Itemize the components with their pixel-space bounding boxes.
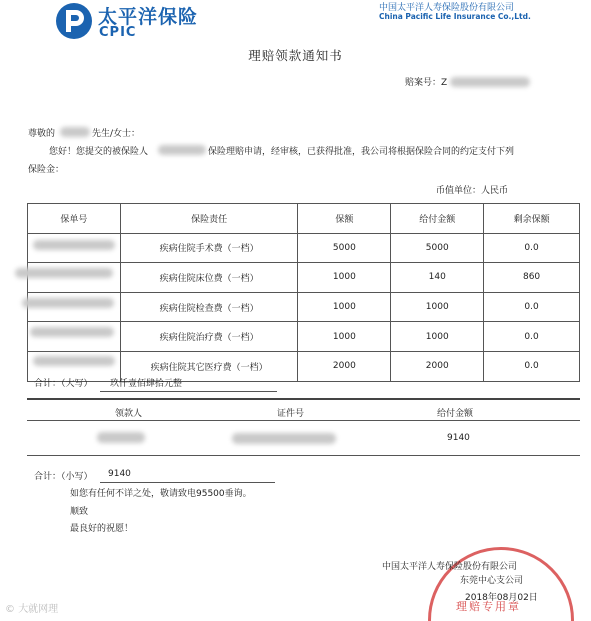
redacted-payee-name: [97, 432, 145, 443]
underline: [100, 482, 275, 483]
duty-cell: 疾病住院床位费（一档）: [120, 263, 298, 293]
remain-cell: 0.0: [484, 351, 580, 381]
header-pay-amount: 给付金额: [437, 409, 474, 419]
claim-table: [27, 203, 580, 382]
redacted-name: [60, 127, 90, 137]
redacted-policy-no: [33, 356, 115, 366]
wishes-text: 最良好的祝愿！: [70, 524, 134, 534]
redacted-policy-no: [30, 327, 114, 337]
currency-unit: 币值单位：人民币: [436, 186, 509, 196]
header-sum-insured: 保额: [298, 204, 391, 234]
remain-cell: 0.0: [484, 292, 580, 322]
issuer-company: 中国太平洋人寿保险股份有限公司: [382, 562, 518, 572]
amount-cell: 2000: [298, 351, 391, 381]
redacted-policy-no: [22, 298, 114, 308]
brand-name-cn: 太平洋保险: [98, 6, 199, 28]
body-text-b: 保险理赔申请，经审核，已获得批准，我公司将根据保险合同的约定支付下列: [208, 147, 515, 157]
remain-cell: 0.0: [484, 233, 580, 263]
paid-cell: 1000: [391, 322, 484, 352]
document-title: 理赔领款通知书: [248, 48, 343, 63]
section-divider: [27, 455, 580, 456]
paid-cell: 2000: [391, 351, 484, 381]
header-paid: 给付金额: [391, 204, 484, 234]
paid-cell: 1000: [391, 292, 484, 322]
issue-date: 2018年08月02日: [465, 593, 538, 603]
header-id-no: 证件号: [277, 409, 305, 419]
header-remaining: 剩余保额: [484, 204, 580, 234]
watermark-icon: ©: [5, 604, 15, 615]
stamp-text: 理赔专用章: [456, 600, 521, 613]
remain-cell: 860: [484, 263, 580, 293]
total-lower-value: 9140: [108, 469, 131, 479]
redacted-id-no: [232, 433, 336, 444]
body-text-a: 您好！您提交的被保险人: [49, 147, 149, 157]
total-upper-label: 合计：（大写）: [34, 379, 93, 389]
duty-cell: 疾病住院其它医疗费（一档）: [120, 351, 298, 381]
payee-amount: 9140: [447, 433, 470, 443]
redacted-policy-no: [33, 240, 115, 250]
greeting-suffix: 先生/女士：: [92, 129, 141, 139]
remain-cell: 0.0: [484, 322, 580, 352]
table-header-row: [28, 204, 580, 234]
brand-name-en: CPIC: [99, 25, 137, 40]
total-lower-label: 合计：（小写）: [34, 472, 93, 482]
company-name-en: China Pacific Life Insurance Co.,Ltd.: [379, 12, 531, 21]
amount-cell: 5000: [298, 233, 391, 263]
issuer-branch: 东莞中心支公司: [460, 576, 524, 586]
underline: [100, 391, 277, 392]
redacted-policy-no: [15, 268, 113, 278]
watermark-text: 大就网理: [18, 604, 59, 615]
duty-cell: 疾病住院治疗费（一档）: [120, 322, 298, 352]
section-divider: [27, 398, 580, 400]
paid-cell: 5000: [391, 233, 484, 263]
closing-text: 顺致: [70, 507, 89, 517]
redacted-case-number: [450, 77, 530, 87]
header-policy-no: 保单号: [28, 204, 121, 234]
inquiry-text: 如您有任何不详之处，敬请致电95500垂询。: [70, 489, 252, 499]
section-divider: [27, 420, 580, 421]
case-number-label: 赔案号：Z: [405, 78, 448, 88]
duty-cell: 疾病住院检查费（一档）: [120, 292, 298, 322]
amount-cell: 1000: [298, 263, 391, 293]
paid-cell: 140: [391, 263, 484, 293]
table-row: [28, 263, 580, 293]
body-text-c: 保险金：: [28, 165, 65, 175]
header-payee: 领款人: [115, 409, 143, 419]
amount-cell: 1000: [298, 322, 391, 352]
redacted-insured-name: [158, 145, 206, 155]
company-name-cn: 中国太平洋人寿保险股份有限公司: [379, 3, 515, 13]
amount-cell: 1000: [298, 292, 391, 322]
duty-cell: 疾病住院手术费（一档）: [120, 233, 298, 263]
cpic-logo-icon: [55, 2, 93, 40]
total-upper-value: 玖仟壹佰肆拾元整: [110, 379, 183, 389]
header-duty: 保险责任: [120, 204, 298, 234]
watermark: [5, 600, 58, 615]
greeting-prefix: 尊敬的: [28, 129, 56, 139]
